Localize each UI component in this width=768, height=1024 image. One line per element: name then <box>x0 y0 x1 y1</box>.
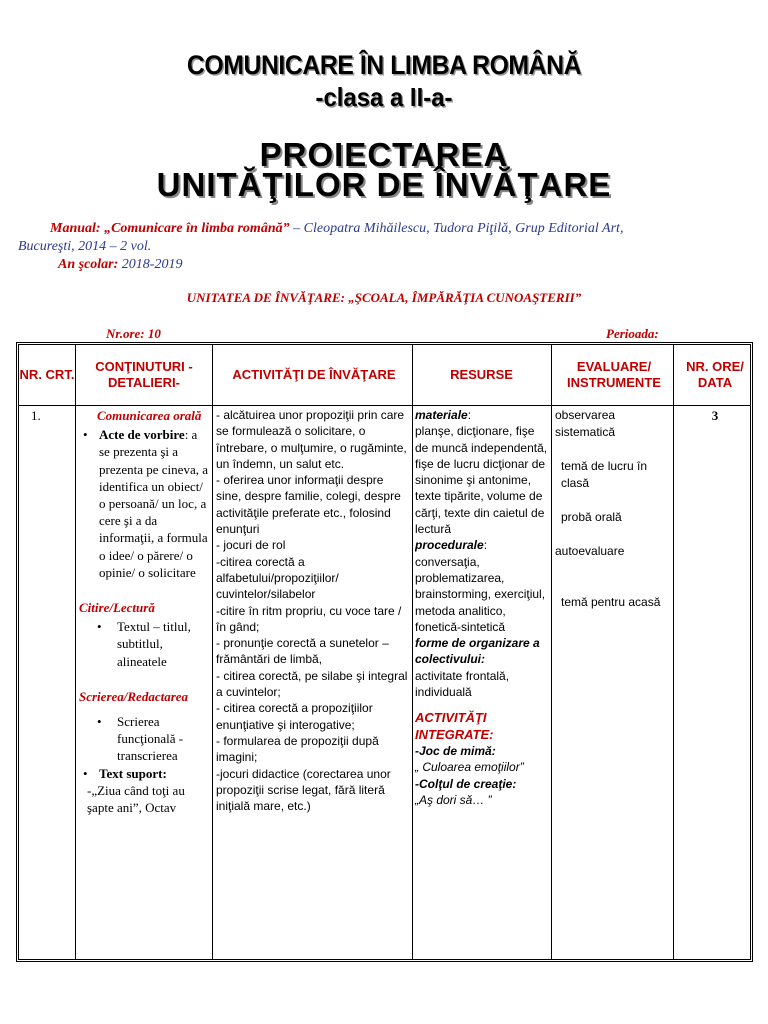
section-writing: Scrierea/Redactarea <box>79 688 189 704</box>
column-divider <box>212 345 213 959</box>
creation-corner-label: -Colţul de creaţie: <box>415 776 517 791</box>
header-resurse: RESURSE <box>450 367 513 382</box>
activity-item: -jocuri didactice (corectarea unor propoziţii scrise legat, fără literă iniţială mare, etc.) <box>216 766 391 814</box>
manual-info-line2: Bucureşti, 2014 – 2 vol. <box>18 239 152 254</box>
column-divider <box>412 345 413 959</box>
list-item <box>79 618 209 670</box>
mime-game-text: „ Culoarea emoţiilor” <box>415 760 524 775</box>
document-title: PROIECTAREA <box>259 136 509 173</box>
list-item <box>79 713 209 765</box>
evaluation-item: temă de lucru în clasă <box>561 459 648 490</box>
evaluation-item: observarea sistematică <box>555 408 616 439</box>
organization-text: activitate frontală, individuală <box>415 668 510 700</box>
activity-item: -citire în ritm propriu, cu voce tare / în gând; <box>216 603 402 634</box>
header-divider <box>19 405 750 406</box>
list-item-text: Scrierea funcţională - transcrierea <box>117 714 184 764</box>
content-cell <box>79 407 209 962</box>
procedural-text: conversaţia, problematizarea, brainstorming, exerciţiul, metoda analitico, fonetică-sintetică <box>415 554 546 634</box>
bullet-icon: • <box>97 619 102 635</box>
header-continuturi: CONŢINUTURI -DETALIERI- <box>95 359 193 390</box>
bullet-icon: • <box>97 714 102 730</box>
planning-table <box>16 342 753 962</box>
bullet-icon: • <box>83 427 88 443</box>
evaluation-item: autoevaluare <box>555 544 625 558</box>
activities-cell <box>216 407 410 814</box>
activity-item: - jocuri de rol <box>216 538 286 553</box>
list-item <box>79 765 209 782</box>
list-item-text: Textul – titlul, subtitlul, alineatele <box>117 619 191 669</box>
activity-item: - citirea corectă a propoziţiilor enunţiative şi interogative; <box>216 701 373 732</box>
hours-value: 3 <box>711 408 719 423</box>
activity-item: - oferirea unor informaţii despre sine, despre familie, colegi, despre activităţile preferate etc., folosind enunţuri <box>216 473 401 537</box>
manual-authors: – Cleopatra Mihăilescu, Tudora Piţilă, Grup Editorial Art, <box>289 221 624 236</box>
column-divider <box>75 345 76 959</box>
row-number: 1. <box>31 408 41 423</box>
school-year <box>58 256 182 274</box>
manual-info <box>50 220 690 238</box>
document-title-line2: UNITĂŢILOR DE ÎNVĂŢARE <box>156 166 612 203</box>
bullet-body: : a se prezenta şi a prezenta pe cineva, a identifica un obiect/ o persoană/ un loc, a cere şi a da informaţii, a formula o idee/ o părere/ o opinie/ o solicitare <box>99 427 208 580</box>
subject-title: COMUNICARE ÎN LIMBA ROMÂNĂ <box>186 50 582 80</box>
header-ore: NR. ORE/ DATA <box>686 359 744 390</box>
section-oral: Comunicarea orală <box>97 408 202 423</box>
list-item <box>79 426 209 581</box>
activity-item: - alcătuirea unor propoziţii prin care se formulează o solicitare, o întrebare, o mulţumire, o rugăminte, un îndemn, un salut etc. <box>216 408 407 471</box>
activity-item: - formularea de propoziţii după imagini; <box>216 733 379 765</box>
period-label: Perioada: <box>606 326 659 341</box>
evaluation-cell <box>555 407 671 611</box>
header-evaluare: EVALUARE/ INSTRUMENTE <box>567 359 661 390</box>
column-divider <box>673 345 674 959</box>
bullet-title: Acte de vorbire <box>99 427 185 443</box>
activity-item: - citirea corectă, pe silabe şi integral a cuvintelor; <box>216 668 408 700</box>
evaluation-item: probă orală <box>561 510 622 524</box>
school-year-value: 2018-2019 <box>121 257 183 272</box>
class-subtitle: -clasa a II-a- <box>315 82 453 112</box>
activity-item: -citirea corectă a alfabetului/propoziţiilor/ cuvintelor/silabelor <box>216 554 339 602</box>
mime-game-label: -Joc de mimă: <box>415 743 496 758</box>
header-nr-crt: NR. CRT. <box>19 367 75 382</box>
integrated-label: ACTIVITĂŢI INTEGRATE: <box>415 710 494 742</box>
materials-label: materiale <box>415 408 468 422</box>
column-divider <box>551 345 552 959</box>
school-year-label: An şcolar: <box>58 257 119 272</box>
bullet-title: Text suport: <box>99 765 167 781</box>
header-activitati: ACTIVITĂŢI DE ÎNVĂŢARE <box>232 367 396 382</box>
support-text: -„Ziua când toţi au şapte ani”, Octav <box>87 782 185 816</box>
resources-cell: materiale: planşe, dicţionare, fişe de muncă independentă, fişe de lucru dicţionar de sinonime şi antonime, texte tipărite, volume de cărţi, texte din caietul de lectură procedurale: conversaţia, problematizarea, brainstorming, exerciţiul, metoda analitico, fonetică-sintetică forme de organizare a colectivului: activitate frontală, individuală ACTIVITĂŢI INTEGRATE: -Joc de mimă: „ Culoarea emoţiilor” -Colţul de creaţie: „Aş dori să… ” <box>415 408 548 807</box>
unit-title: UNITATEA DE ÎNVĂŢARE: „ŞCOALA, ÎMPĂRĂŢIA CUNOAŞTERII” <box>186 290 582 305</box>
manual-title: „Comunicare în limba română” <box>104 221 290 236</box>
organization-label: forme de organizare a colectivului: <box>415 636 540 667</box>
activity-item: - pronunţie corectă a sunetelor – frământări de limbă, <box>216 636 389 667</box>
procedural-label: procedurale <box>415 538 484 553</box>
section-reading: Citire/Lectură <box>79 600 155 616</box>
bullet-icon: • <box>83 765 88 781</box>
creation-corner-text: „Aş dori să… ” <box>415 792 492 807</box>
materials-text: planşe, dicţionare, fişe de muncă independentă, fişe de lucru dicţionar de sinonime şi antonime, texte tipărite, volume de cărţi, texte din caietul de lectură <box>415 424 548 537</box>
hours-count: Nr.ore: 10 <box>106 326 161 341</box>
manual-label: Manual: <box>50 221 101 236</box>
list-item-text <box>99 426 209 581</box>
evaluation-item: temă pentru acasă <box>561 595 661 609</box>
